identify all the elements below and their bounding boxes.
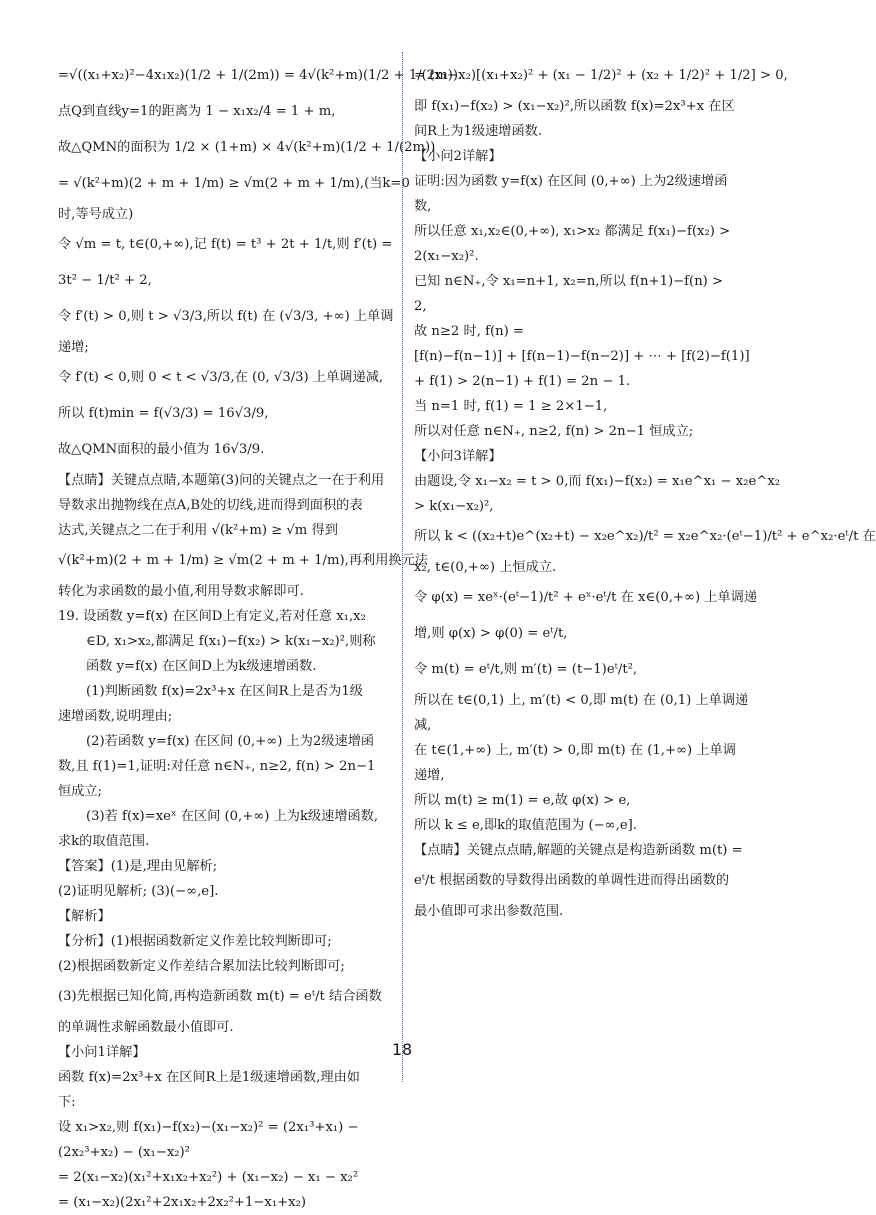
right-column-line: 数, [414,199,432,214]
right-column-line: x₂, t∈(0,+∞) 上恒成立. [414,560,557,575]
left-column-line: 故△QMN的面积为 1/2 × (1+m) × 4√(k²+m)(1/2 + 1/(2m)) [58,140,436,155]
right-column-line: 所以 m(t) ≥ m(1) = e,故 φ(x) > e, [414,793,631,808]
right-column-line: 增,则 φ(x) > φ(0) = eᵗ/t, [414,626,568,641]
left-column-line: 函数 y=f(x) 在区间D上为k级速增函数. [86,659,317,674]
left-column-line: 达式,关键点之二在于利用 √(k²+m) ≥ √m 得到 [58,523,338,538]
left-column-line: 函数 f(x)=2x³+x 在区间R上是1级速增函数,理由如 [58,1070,360,1085]
right-column-line: 在 t∈(1,+∞) 上, m′(t) > 0,即 m(t) 在 (1,+∞) 上单调 [414,743,736,758]
right-column-line: 2, [414,299,427,314]
right-column-line: 由题设,令 x₁−x₂ = t > 0,而 f(x₁)−f(x₂) = x₁e^x₁ − x₂e^x₂ [414,474,781,489]
left-column-line: (3)若 f(x)=xeˣ 在区间 (0,+∞) 上为k级速增函数, [86,809,379,824]
right-column-line: 令 φ(x) = xeˣ·(eᵗ−1)/t² + eˣ·eᵗ/t 在 x∈(0,+∞) 上单调递 [414,590,758,605]
left-column-line: =√((x₁+x₂)²−4x₁x₂)(1/2 + 1/(2m)) = 4√(k²+m)(1/2 + 1/(2m)). [58,68,463,83]
right-column-line: 2(x₁−x₂)². [414,249,479,264]
left-column-line: 导数求出抛物线在点A,B处的切线,进而得到面积的表 [58,498,363,513]
left-column-line: (2x₂³+x₂) − (x₁−x₂)² [58,1145,190,1160]
left-column-line: (2)若函数 y=f(x) 在区间 (0,+∞) 上为2级速增函 [86,734,375,749]
right-column-line: 所以 k < ((x₂+t)e^(x₂+t) − x₂e^x₂)/t² = x₂e^x₂·(eᵗ−1)/t² + e^x₂·eᵗ/t 在 [414,529,876,544]
left-column-line: 令 √m = t, t∈(0,+∞),记 f(t) = t³ + 2t + 1/t,则 f′(t) = [58,237,393,252]
right-column-line: 间R上为1级速增函数. [414,124,543,139]
left-column-line: 所以 f(t)min = f(√3/3) = 16√3/9, [58,406,269,421]
right-column-line: [f(n)−f(n−1)] + [f(n−1)−f(n−2)] + ⋯ + [f(2)−f(1)] [414,349,750,364]
right-column-line: 所以任意 x₁,x₂∈(0,+∞), x₁>x₂ 都满足 f(x₁)−f(x₂) > [414,224,731,239]
right-column-line: 递增, [414,768,445,783]
right-column-line: 即 f(x₁)−f(x₂) > (x₁−x₂)²,所以函数 f(x)=2x³+x 在区 [414,99,735,114]
left-column-line: 数,且 f(1)=1,证明:对任意 n∈N₊, n≥2, f(n) > 2n−1 [58,759,376,774]
right-column-line: 减, [414,718,432,733]
left-column-line: 设 x₁>x₂,则 f(x₁)−f(x₂)−(x₁−x₂)² = (2x₁³+x₁) − [58,1120,359,1135]
left-column-line: (3)先根据已知化简,再构造新函数 m(t) = eᵗ/t 结合函数 [58,989,382,1004]
left-column-line: 点Q到直线y=1的距离为 1 − x₁x₂/4 = 1 + m, [58,104,336,119]
right-column-line: 当 n=1 时, f(1) = 1 ≥ 2×1−1, [414,399,608,414]
right-column [414,58,876,924]
left-column-line: = √(k²+m)(2 + m + 1/m) ≥ √m(2 + m + 1/m),(当k=0 [58,176,410,191]
right-column-line: 故 n≥2 时, f(n) = [414,324,524,339]
left-column-line: 令 f′(t) < 0,则 0 < t < √3/3,在 (0, √3/3) 上单调递减, [58,370,384,385]
left-column-line: = 2(x₁−x₂)(x₁²+x₁x₂+x₂²) + (x₁−x₂) − x₁ − x₂² [58,1170,359,1185]
left-column-line: 求k的取值范围. [58,834,150,849]
right-column-line: 令 m(t) = eᵗ/t,则 m′(t) = (t−1)eᵗ/t², [414,662,638,677]
left-column-line: (2)根据函数新定义作差结合累加法比较判断即可; [58,959,345,974]
left-column-line: 19. 设函数 y=f(x) 在区间D上有定义,若对任意 x₁,x₂ [58,609,366,624]
right-column-line: 已知 n∈N₊,令 x₁=n+1, x₂=n,所以 f(n+1)−f(n) > [414,274,724,289]
left-column-line: 【答案】(1)是,理由见解析; [58,859,218,874]
right-column-line: 所以对任意 n∈N₊, n≥2, f(n) > 2n−1 恒成立; [414,424,694,439]
left-column-line: √(k²+m)(2 + m + 1/m) ≥ √m(2 + m + 1/m),再利用换元法 [58,553,428,568]
right-column-line: eᵗ/t 根据函数的导数得出函数的单调性进而得出函数的 [414,873,730,888]
right-column-line: 【点睛】关键点点睛,解题的关键点是构造新函数 m(t) = [414,843,743,858]
left-column-line: 【点睛】关键点点睛,本题第(3)问的关键点之一在于利用 [58,473,385,488]
right-column-line: 证明:因为函数 y=f(x) 在区间 (0,+∞) 上为2级速增函 [414,174,728,189]
left-column-line: 令 f′(t) > 0,则 t > √3/3,所以 f(t) 在 (√3/3, +∞) 上单调 [58,309,394,324]
left-column-line: 转化为求函数的最小值,利用导数求解即可. [58,584,304,599]
left-column-line: (1)判断函数 f(x)=2x³+x 在区间R上是否为1级 [86,684,363,699]
right-column-line: 最小值即可求出参数范围. [414,904,564,919]
right-column-line: + f(1) > 2(n−1) + f(1) = 2n − 1. [414,374,631,389]
right-column-line: 【小问2详解】 [414,149,502,164]
right-column-line: 所以在 t∈(0,1) 上, m′(t) < 0,即 m(t) 在 (0,1) 上单调递 [414,693,749,708]
left-column-line: 下: [58,1095,76,1110]
right-column-line: > k(x₁−x₂)², [414,499,494,514]
left-column-line: 3t² − 1/t² + 2, [58,273,152,288]
left-column-line: = (x₁−x₂)(2x₁²+2x₁x₂+2x₂²+1−x₁+x₂) [58,1195,307,1210]
left-column-line: 【小问1详解】 [58,1045,146,1060]
left-column-line: 的单调性求解函数最小值即可. [58,1020,234,1035]
left-column-line: 故△QMN面积的最小值为 16√3/9. [58,442,265,457]
right-column-line: = (x₁−x₂)[(x₁+x₂)² + (x₁ − 1/2)² + (x₂ + 1/2)² + 1/2] > 0, [414,68,788,83]
left-column-line: 恒成立; [58,784,103,799]
left-column-line: 【分析】(1)根据函数新定义作差比较判断即可; [58,934,332,949]
right-column-line: 【小问3详解】 [414,449,502,464]
left-column-line: 时,等号成立) [58,207,134,222]
right-column-line: 所以 k ≤ e,即k的取值范围为 (−∞,e]. [414,818,637,833]
column-divider [402,52,403,1082]
left-column-line: 递增; [58,340,89,355]
left-column-line: ∈D, x₁>x₂,都满足 f(x₁)−f(x₂) > k(x₁−x₂)²,则称 [86,634,376,649]
left-column-line: 速增函数,说明理由; [58,709,173,724]
left-column-line: 【解析】 [58,909,111,924]
left-column-line: (2)证明见解析; (3)(−∞,e]. [58,884,219,899]
page-number: 18 [391,1040,413,1059]
